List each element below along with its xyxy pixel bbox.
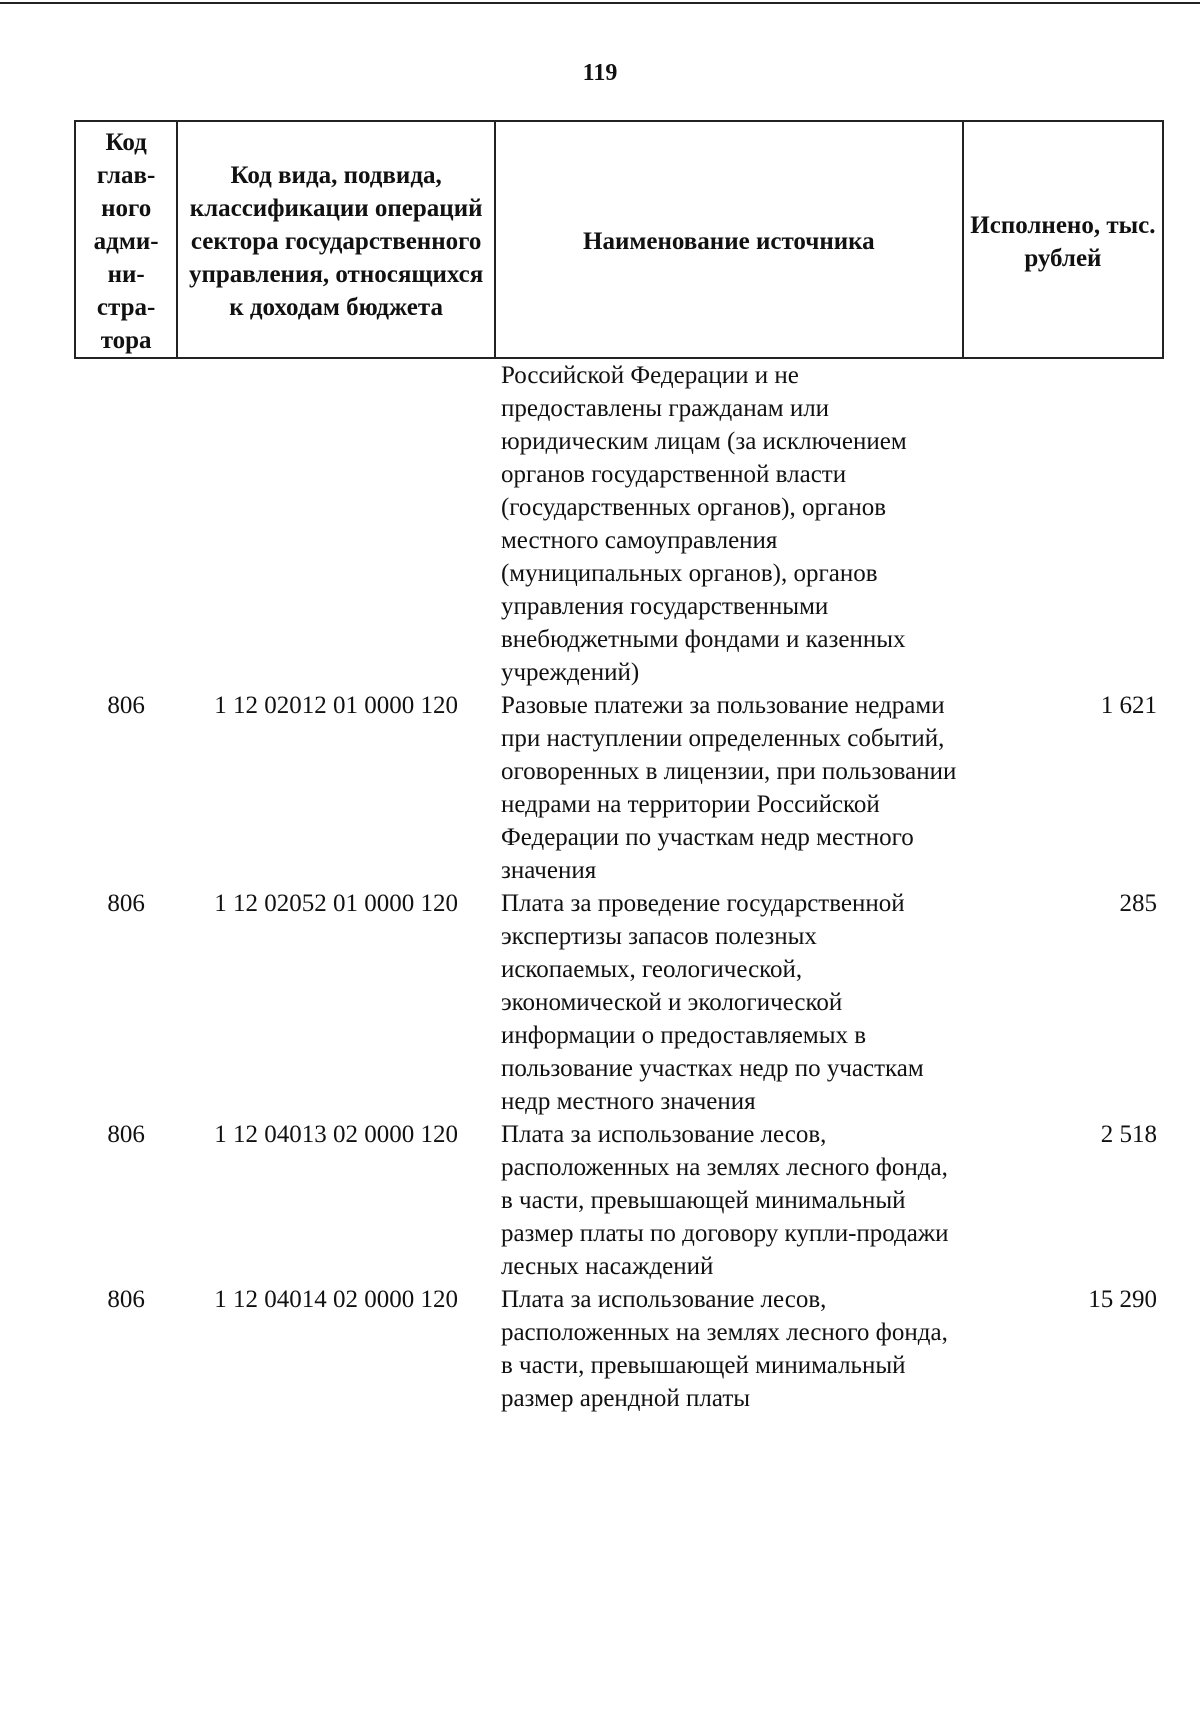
cell-admin-code: 806 [107, 1121, 145, 1148]
cell-source-name: Плата за проведение государственной экспертизы запасов полезных ископаемых, геологической, экономической и экологической информации о предоставляемых в пользование участках недр по участкам недр местного значения [500, 890, 924, 1115]
table-header [75, 121, 1163, 358]
cell-classification-code: 1 12 02052 01 0000 120 [214, 890, 458, 917]
cell-admin-code: 806 [107, 1286, 145, 1313]
table-row [75, 689, 1163, 887]
table-row [75, 1283, 1163, 1415]
cell-code [177, 358, 495, 689]
page-number: 119 [582, 60, 618, 86]
cell-admin-code: 806 [107, 692, 145, 719]
cell-source-name: Разовые платежи за пользование недрами при наступлении определенных событий, оговоренных в лицензии, при пользовании недрами на территории Российской Федерации по участкам недр местного значения [500, 692, 957, 884]
cell-source-name: Плата за использование лесов, расположенных на землях лесного фонда, в части, превышающей минимальный размер платы по договору купли-продажи лесных насаждений [500, 1121, 949, 1280]
revenue-table [74, 120, 1164, 1415]
table-body [75, 358, 1163, 1415]
cell-classification-code: 1 12 04014 02 0000 120 [214, 1286, 458, 1313]
cell-admin [75, 358, 177, 689]
header-source-name: Наименование источника [495, 121, 963, 358]
table-row [75, 887, 1163, 1118]
cell-name-continuation: Российской Федерации и не предоставлены гражданам или юридическим лицам (за исключением органов государственной власти (государственных органов), органов местного самоуправления (муниципальных органов), органов управления государственными внебюджетными фондами и казенных учреждений) [500, 362, 907, 686]
table-row-continuation [75, 358, 1163, 689]
cell-executed-amount: 285 [1119, 890, 1157, 917]
cell-admin-code: 806 [107, 890, 145, 917]
cell-executed-amount: 1 621 [1100, 692, 1157, 719]
header-classification-code: Код вида, подвида, классификации операций сектора государственного управления, относящихся к доходам бюджета [177, 121, 495, 358]
cell-classification-code: 1 12 04013 02 0000 120 [214, 1121, 458, 1148]
cell-sum [963, 358, 1163, 689]
cell-executed-amount: 2 518 [1100, 1121, 1157, 1148]
cell-source-name: Плата за использование лесов, расположенных на землях лесного фонда, в части, превышающей минимальный размер арендной платы [500, 1286, 948, 1412]
top-rule [0, 2, 1200, 4]
header-executed-amount: Исполнено, тыс. рублей [963, 121, 1163, 358]
cell-executed-amount: 15 290 [1088, 1286, 1157, 1313]
header-admin-code: Код глав- ного адми- ни- стра- тора [75, 121, 177, 358]
table-row [75, 1118, 1163, 1283]
cell-classification-code: 1 12 02012 01 0000 120 [214, 692, 458, 719]
